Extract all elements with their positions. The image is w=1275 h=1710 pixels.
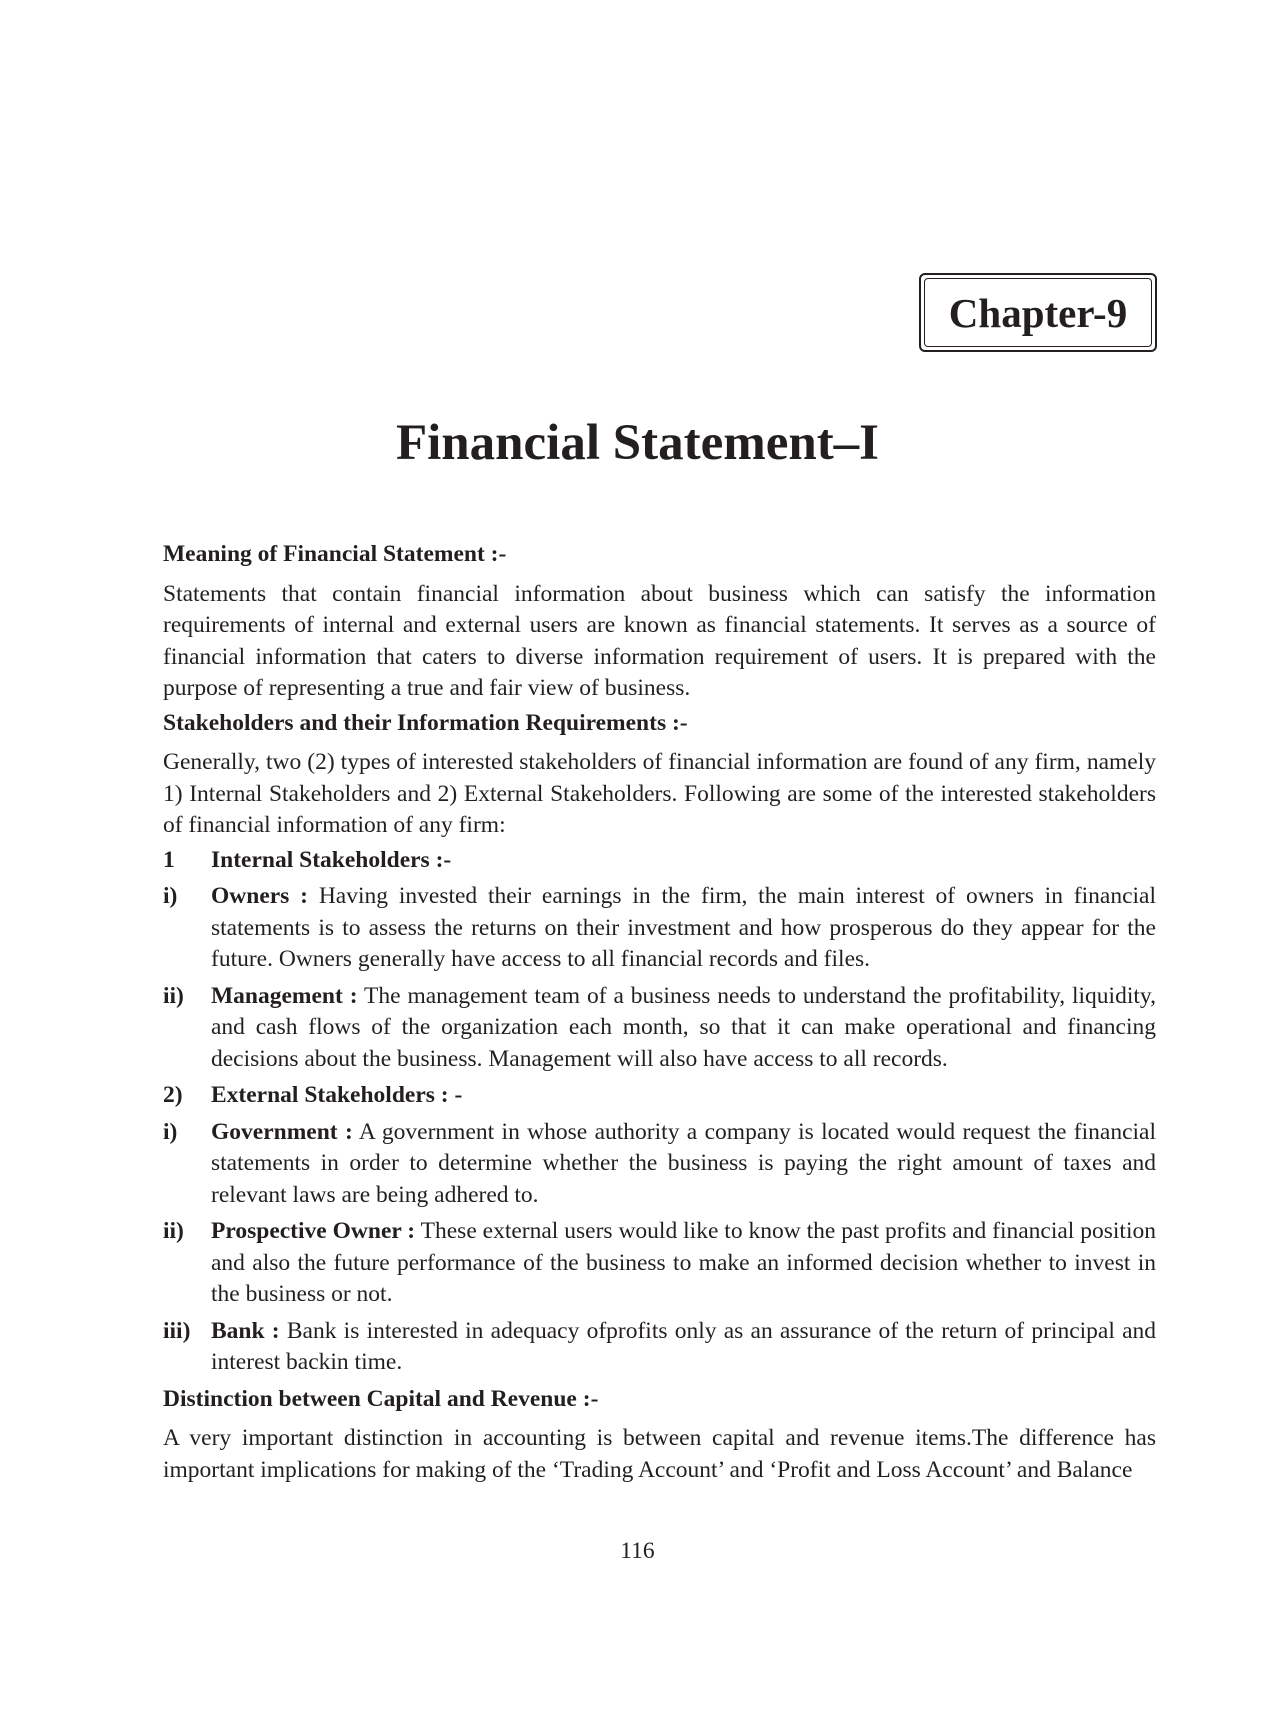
list-item-lead: Prospective Owner : xyxy=(211,1218,416,1244)
internal-stakeholders-heading xyxy=(163,845,1156,877)
list-item-lead: Management : xyxy=(211,982,358,1009)
section-heading-meaning: Meaning of Financial Statement :- xyxy=(163,541,507,567)
list-item-text: Bank is interested in adequacy ofprofits only as an assurance of the return of principal and interest backin time. xyxy=(211,1317,1157,1375)
list-number: i) xyxy=(163,1118,178,1145)
list-item-lead: Government : xyxy=(211,1118,353,1145)
list-number: iii) xyxy=(163,1317,191,1344)
list-item-management xyxy=(163,981,1156,1076)
section-heading-distinction: Distinction between Capital and Revenue :- xyxy=(163,1385,599,1412)
list-number: ii) xyxy=(163,1218,184,1244)
list-number: 2) xyxy=(163,1082,183,1108)
list-number: i) xyxy=(163,883,178,909)
list-item-lead: Owners : xyxy=(211,883,308,909)
list-item-text: The management team of a business needs to understand the profitability, liquidity, and cash flows of the organization each month, so that it can make operational and financing decisions about the business. Management will also have access to all records. xyxy=(211,982,1156,1072)
page-number: 116 xyxy=(620,1538,655,1564)
list-item-text: Having invested their earnings in the firm, the main interest of owners in financial statements is to assess the returns on their investment and how prosperous do they appear for the future. Owners generally have access to all financial records and files. xyxy=(211,883,1157,972)
chapter-label: Chapter-9 xyxy=(924,278,1152,347)
list-item-government xyxy=(163,1117,1156,1212)
section-heading-stakeholders: Stakeholders and their Information Requirements :- xyxy=(163,709,688,736)
external-stakeholders-heading xyxy=(163,1080,1156,1112)
page-title: Financial Statement–I xyxy=(395,415,880,471)
list-item-text: These external users would like to know the past profits and financial position and also the future performance of the business to make an informed decision whether to invest in the business or not. xyxy=(211,1218,1156,1307)
list-item-prospective-owner xyxy=(163,1216,1156,1311)
list-item-text: A government in whose authority a company is located would request the financial statements in order to determine whether the business is paying the right amount of taxes and relevant laws are being adhered to. xyxy=(211,1118,1156,1208)
main-content xyxy=(163,539,1156,1489)
section-text-stakeholders: Generally, two (2) types of interested stakeholders of financial information are found of any firm, namely 1) Internal Stakeholders and 2) External Stakeholders. Following are some of the interested stakeholders of financial information of any firm: xyxy=(163,749,1156,838)
list-item-lead: Bank : xyxy=(211,1317,280,1344)
section-text-meaning: Statements that contain financial information about business which can satisfy the information requirements of internal and external users are known as financial statements. It serves as a source of financial information that caters to diverse information requirement of users. It is prepared with the purpose of representing a true and fair view of business. xyxy=(163,580,1156,701)
chapter-label-box xyxy=(919,273,1157,352)
list-item-owners xyxy=(163,881,1156,976)
list-heading: Internal Stakeholders :- xyxy=(211,846,452,873)
list-item-bank xyxy=(163,1316,1156,1379)
list-heading: External Stakeholders : - xyxy=(211,1082,463,1108)
section-text-distinction: A very important distinction in accounting is between capital and revenue items.The difference has important implications for making of the ‘Trading Account’ and ‘Profit and Loss Account’ and Balance xyxy=(163,1425,1156,1483)
list-number: ii) xyxy=(163,982,184,1009)
list-number: 1 xyxy=(163,846,175,873)
